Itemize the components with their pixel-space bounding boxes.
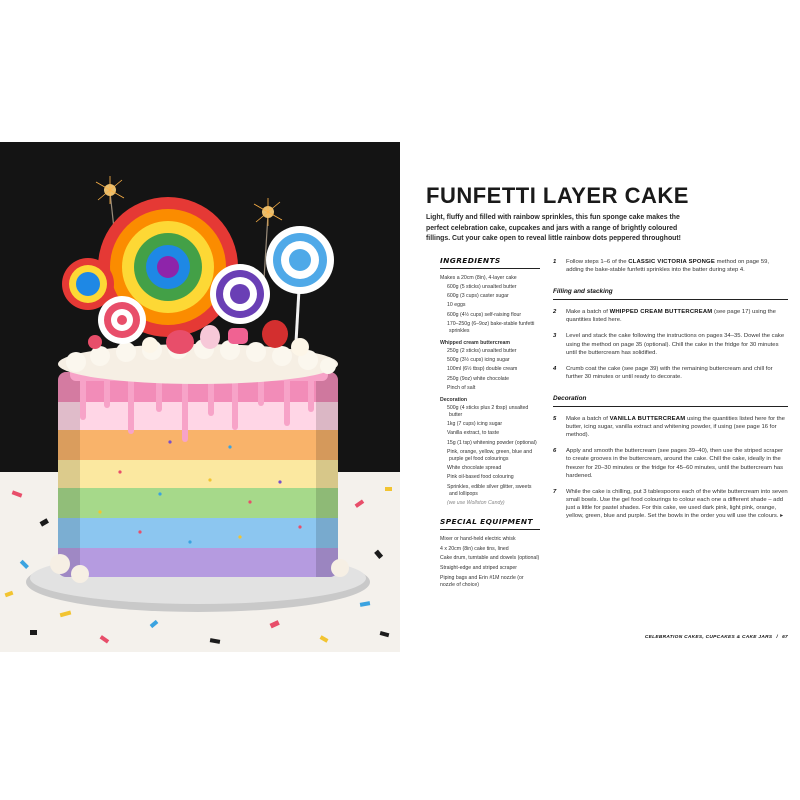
step-text: Apply and smooth the buttercream (see pages 39–40), then use the striped scraper to create grooves in the buttercream, around the cake. Chill the cake, ideally in the freezer for 20–30 minutes or the fridge for 45–60 minutes, until the buttercream has hardened. (566, 448, 784, 479)
ingredient-note: (we use Wollston Candy) (447, 499, 505, 506)
equipment-item: 4 x 20cm (8in) cake tins, lined (440, 545, 509, 552)
ingredient-item: 10 eggs (447, 302, 466, 309)
recipe-reference: VANILLA BUTTERCREAM (609, 416, 686, 423)
step-text: Level and stack the cake following the instructions on pages 34–35. Dowel the cake using the method on page 35 (optional). Chill the cake in the fridge for 30 minutes until the buttercream has solidified. (566, 333, 785, 356)
cake-yield: Makes a 20cm (8in), 4-layer cake (440, 274, 517, 281)
ingredient-item: 1kg (7 cups) icing sugar (447, 420, 503, 427)
step-number: 4 (553, 365, 557, 372)
step-number: 5 (553, 416, 557, 423)
step-number: 3 (553, 333, 557, 340)
cake-stripes (58, 372, 338, 577)
recipe-title: FUNFETTI LAYER CAKE (426, 183, 689, 208)
ingredient-item: 500g (4 sticks plus 2 tbsp) unsalted butter (447, 404, 529, 418)
page-number: 67 (782, 635, 788, 640)
equipment-item: Cake drum, turntable and dowels (optional) (440, 555, 540, 562)
page-footer (645, 635, 788, 640)
ingredient-item: 170–250g (6–9oz) bake-stable funfetti sprinkles (447, 321, 535, 334)
decoration-ingredients-heading: Decoration (440, 396, 468, 403)
purple-lollipop (210, 264, 270, 324)
method-column (553, 258, 788, 528)
decoration-method-heading: Decoration (553, 395, 788, 407)
method-step-2 (553, 308, 788, 324)
ingredient-item: Vanilla extract, to taste (447, 430, 500, 437)
step-text: Make a batch of (566, 416, 610, 423)
equipment-item: Straight-edge and striped scraper (440, 565, 517, 572)
whipped-buttercream-heading: Whipped cream buttercream (440, 339, 511, 346)
method-step-5 (553, 415, 788, 439)
recipe-intro: Light, fluffy and filled with rainbow sprinkles, this fun sponge cake makes the perfect celebration cake, cupcakes and jars with a range of brightly coloured fillings. Cut your cake open to reveal little rainbow dots peppered throughout! (426, 214, 681, 243)
step-text: Crumb coat the cake (see page 39) with the remaining buttercream and chill for further 30 minutes or until ready to decorate. (566, 365, 773, 380)
ingredient-item: 100ml (6½ tbsp) double cream (447, 366, 518, 373)
step-number: 7 (553, 488, 557, 495)
step-number: 6 (553, 448, 557, 455)
cake-photo (0, 142, 400, 652)
step-text: method on page 59, adding the bake-stable funfetti sprinkles into the batter during step 4. (566, 259, 770, 274)
step-number: 1 (553, 259, 557, 265)
pink-swirl-lollipop (98, 296, 146, 344)
footer-separator: / (776, 635, 779, 640)
step-text: Make a batch of (566, 309, 610, 316)
ingredients-column (440, 258, 540, 592)
chapter-name: CELEBRATION CAKES, CUPCAKES & CAKE JARS (644, 635, 773, 640)
method-step-4 (553, 365, 788, 381)
ingredient-item: Pinch of salt (447, 384, 476, 391)
ingredient-item: 500g (3½ cups) icing sugar (447, 357, 510, 364)
recipe-reference: WHIPPED CREAM BUTTERCREAM (609, 309, 713, 316)
ingredient-item: 600g (4½ cups) self-raising flour (447, 311, 522, 318)
cake-illustration (0, 142, 400, 652)
equipment-heading: SPECIAL EQUIPMENT (440, 519, 540, 530)
method-step-7 (553, 488, 788, 520)
ingredient-item: 250g (9oz) white chocolate (447, 375, 509, 382)
ingredient-item: White chocolate spread (447, 465, 502, 472)
ingredient-item: Pink oil-based food colouring (447, 474, 514, 481)
equipment-item: Piping bags and Erin #1M nozzle (or nozzle of choice) (440, 575, 524, 589)
equipment-item: Mixer or hand-held electric whisk (440, 535, 516, 542)
ingredients-heading: INGREDIENTS (440, 258, 540, 269)
recipe-reference: CLASSIC VICTORIA SPONGE (628, 259, 715, 265)
step-text: (see page 17) using the quantities listed here. (566, 309, 776, 324)
step-text: While the cake is chilling, put 3 tablespoons each of the white buttercream into seven small bowls. Use the gel food colourings to colour each one a different shade – add just a little for pastel shades. For this cake, we used dark pink, light pink, orange, yellow, green, blue and purple. Set the bowls in the order you will use the colours. ▸ (566, 488, 788, 519)
step-number: 2 (553, 309, 557, 316)
method-step-3 (553, 332, 788, 356)
ingredient-item: Sprinkles, edible silver glitter, sweets and lollipops (447, 483, 532, 497)
step-text: using the quantities listed here for the butter, icing sugar, vanilla extract and whitening powder, if using (see page 16 for method). (566, 416, 785, 439)
ingredient-item: 250g (2 sticks) unsalted butter (447, 347, 517, 354)
ingredient-item: 600g (3 cups) caster sugar (447, 293, 509, 300)
filling-stacking-heading: Filling and stacking (553, 288, 788, 300)
ingredient-item: Pink, orange, yellow, green, blue and purple gel food colourings (447, 448, 533, 462)
ingredient-item: 15g (1 tsp) whitening powder (optional) (447, 439, 537, 446)
ingredient-item: 600g (5 sticks) unsalted butter (447, 283, 517, 290)
method-step-6 (553, 447, 788, 479)
step-text: Follow steps 1–6 of the (566, 259, 629, 265)
method-step-1 (553, 258, 788, 274)
